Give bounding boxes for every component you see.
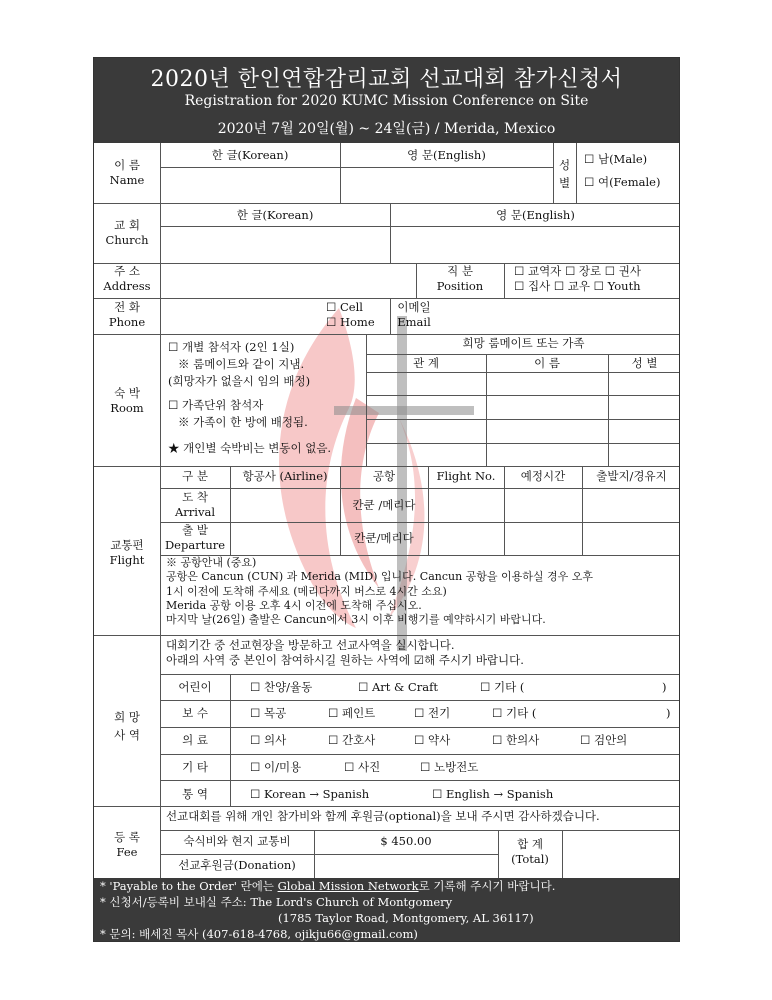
ministry-optometrist-checkbox[interactable]: ☐ 검안의 <box>580 733 628 747</box>
ministry-beauty-checkbox[interactable]: ☐ 이/미용 <box>250 760 302 774</box>
roommate-title: 희망 룸메이트 또는 가족 <box>462 336 585 350</box>
ministry-electric-checkbox[interactable]: ☐ 전기 <box>414 706 451 720</box>
interpret-korean-spanish-checkbox[interactable]: ☐ Korean → Spanish <box>250 787 370 801</box>
email-label: 이메일 Email <box>397 300 431 329</box>
ministry-row-children: 어린이 <box>178 680 212 694</box>
name-english-header: 영 문(English) <box>407 148 486 162</box>
room-individual-checkbox[interactable]: ☐ 개별 참석자 (2인 1실) <box>168 340 295 354</box>
room-family-checkbox[interactable]: ☐ 가족단위 참석자 <box>168 398 264 412</box>
total-label: 합 계 (Total) <box>511 837 549 866</box>
phone-field[interactable] <box>161 299 321 333</box>
room-individual-note2: (희망자가 없을시 임의 배정) <box>168 374 311 388</box>
payee-name: Global Mission Network <box>277 879 419 893</box>
ministry-photo-checkbox[interactable]: ☐ 사진 <box>344 760 381 774</box>
roommate-col-relation: 관 계 <box>413 356 439 370</box>
name-label: 이 름 Name <box>109 158 145 187</box>
fee-intro: 선교대회를 위해 개인 참가비와 함께 후원금(optional)을 보내 주시면 감사하겠습니다. <box>166 809 600 823</box>
email-field[interactable] <box>444 299 680 333</box>
ministry-carpentry-checkbox[interactable]: ☐ 목공 <box>250 706 287 720</box>
total-amount-field[interactable] <box>563 831 680 877</box>
flight-col-airport: 공항 <box>372 469 396 483</box>
room-individual-note: ※ 룸메이트와 같이 지냄. <box>178 357 305 371</box>
departure-label: 출 발 Departure <box>164 523 226 552</box>
ministry-repair-other-checkbox[interactable]: ☐ 기타 ( <box>492 706 537 720</box>
gender-male-checkbox[interactable]: ☐ 남(Male) <box>584 152 648 166</box>
conference-dates: 2020년 7월 20일(월) ~ 24일(금) / Merida, Mexico <box>217 121 556 137</box>
registration-form <box>93 57 680 942</box>
arrival-label: 도 착 Arrival <box>174 490 215 519</box>
church-english-header: 영 문(English) <box>496 208 575 222</box>
gender-female-checkbox[interactable]: ☐ 여(Female) <box>584 175 661 189</box>
ministry-row-other: 기 타 <box>182 760 208 774</box>
footer-notes <box>94 878 679 942</box>
form-header <box>94 58 679 143</box>
flight-col-flight-no: Flight No. <box>436 469 496 483</box>
position-label: 직 분 Position <box>436 264 484 293</box>
flight-col-time: 예정시간 <box>520 469 566 483</box>
ministry-art-checkbox[interactable]: ☐ Art & Craft <box>358 680 438 694</box>
contact-note: * 문의: 배세진 목사 (407-618-4768, ojikju66@gmail.com) <box>100 927 418 941</box>
interpret-english-spanish-checkbox[interactable]: ☐ English → Spanish <box>432 787 554 801</box>
mailing-address-street: (1785 Taylor Road, Montgomery, AL 36117) <box>278 911 534 925</box>
flight-label: 교통편 Flight <box>109 538 145 567</box>
church-korean-field[interactable] <box>160 227 390 262</box>
flight-col-origin: 출발지/경유지 <box>596 469 667 483</box>
room-label: 숙 박 Room <box>110 386 144 415</box>
title-korean: 2020년 한인연합감리교회 선교대회 참가신청서 <box>150 67 623 92</box>
ministry-children-other-close: ) <box>662 680 667 694</box>
lodging-fee-label: 숙식비와 현지 교통비 <box>183 834 291 848</box>
church-label: 교 회 Church <box>105 218 149 247</box>
name-english-field[interactable] <box>340 168 553 202</box>
ministry-row-interpret: 통 역 <box>182 787 208 801</box>
flight-col-airline: 항공사 (Airline) <box>242 469 328 483</box>
position-options[interactable]: ☐ 교역자 ☐ 장로 ☐ 권사 ☐ 집사 ☐ 교우 ☐ Youth <box>514 264 641 293</box>
ministry-praise-checkbox[interactable]: ☐ 찬양/율동 <box>250 680 313 694</box>
gender-label: 성 별 <box>558 158 571 191</box>
mailing-address-note: * 신청서/등록비 보내실 주소: The Lord's Church of Montgomery <box>100 895 453 909</box>
address-field[interactable] <box>161 264 415 297</box>
ministry-row-repair: 보 수 <box>182 706 208 720</box>
ministry-nurse-checkbox[interactable]: ☐ 간호사 <box>328 733 376 747</box>
ministry-doctor-checkbox[interactable]: ☐ 의사 <box>250 733 287 747</box>
church-english-field[interactable] <box>390 227 680 262</box>
donation-label: 선교후원금(Donation) <box>178 858 296 872</box>
flight-col-type: 구 분 <box>182 469 208 483</box>
airport-notice: ※ 공항안내 (중요) 공항은 Cancun (CUN) 과 Merida (MID) 입니다. Cancun 공항을 이용하실 경우 오후 1시 이전에 도착해 주세요 (메리다까지 버스로 4시간 소요) Merida 공항 이용 오후 4시 이전에 도착해 주십시오. 마지막 날(26일) 출발은 Cancun에서 3시 이후 비행기를 예약하시기 바랍니다. <box>166 556 594 627</box>
ministry-children-other-checkbox[interactable]: ☐ 기타 ( <box>480 680 525 694</box>
church-korean-header: 한 글(Korean) <box>236 208 314 222</box>
ministry-oriental-doctor-checkbox[interactable]: ☐ 한의사 <box>492 733 540 747</box>
room-fee-note: ★ 개인별 숙박비는 변동이 없음. <box>168 441 332 455</box>
departure-airport: 칸쿤/메리다 <box>354 531 414 545</box>
title-english: Registration for 2020 KUMC Mission Conference on Site <box>184 93 589 109</box>
name-korean-field[interactable] <box>160 168 340 202</box>
ministry-evangelism-checkbox[interactable]: ☐ 노방전도 <box>420 760 479 774</box>
ministry-intro: 대회기간 중 선교현장을 방문하고 선교사역을 실시합니다. 아래의 사역 중 본인이 참여하시길 원하는 사역에 ☑해 주시기 바랍니다. <box>166 638 524 667</box>
fee-label: 등 록 Fee <box>114 830 140 859</box>
donation-amount-field[interactable] <box>315 855 497 877</box>
name-korean-header: 한 글(Korean) <box>211 148 289 162</box>
roommate-col-name: 이 름 <box>534 356 560 370</box>
ministry-paint-checkbox[interactable]: ☐ 페인트 <box>328 706 376 720</box>
ministry-pharmacist-checkbox[interactable]: ☐ 약사 <box>414 733 451 747</box>
ministry-row-medical: 의 료 <box>182 733 208 747</box>
phone-label: 전 화 Phone <box>108 300 146 329</box>
phone-type-options[interactable]: ☐ Cell ☐ Home <box>326 300 375 329</box>
lodging-fee-value: $ 450.00 <box>380 834 432 848</box>
payable-note: * 'Payable to the Order' 란에는 Global Mission Network로 기록해 주시기 바랍니다. <box>100 879 556 893</box>
arrival-airport: 칸쿤 /메리다 <box>352 498 416 512</box>
ministry-label: 희 망 사 역 <box>114 710 140 743</box>
ministry-repair-other-close: ) <box>666 706 671 720</box>
roommate-col-gender: 성 별 <box>631 356 658 370</box>
address-label: 주 소 Address <box>103 264 151 293</box>
room-family-note: ※ 가족이 한 방에 배정됨. <box>178 415 308 429</box>
